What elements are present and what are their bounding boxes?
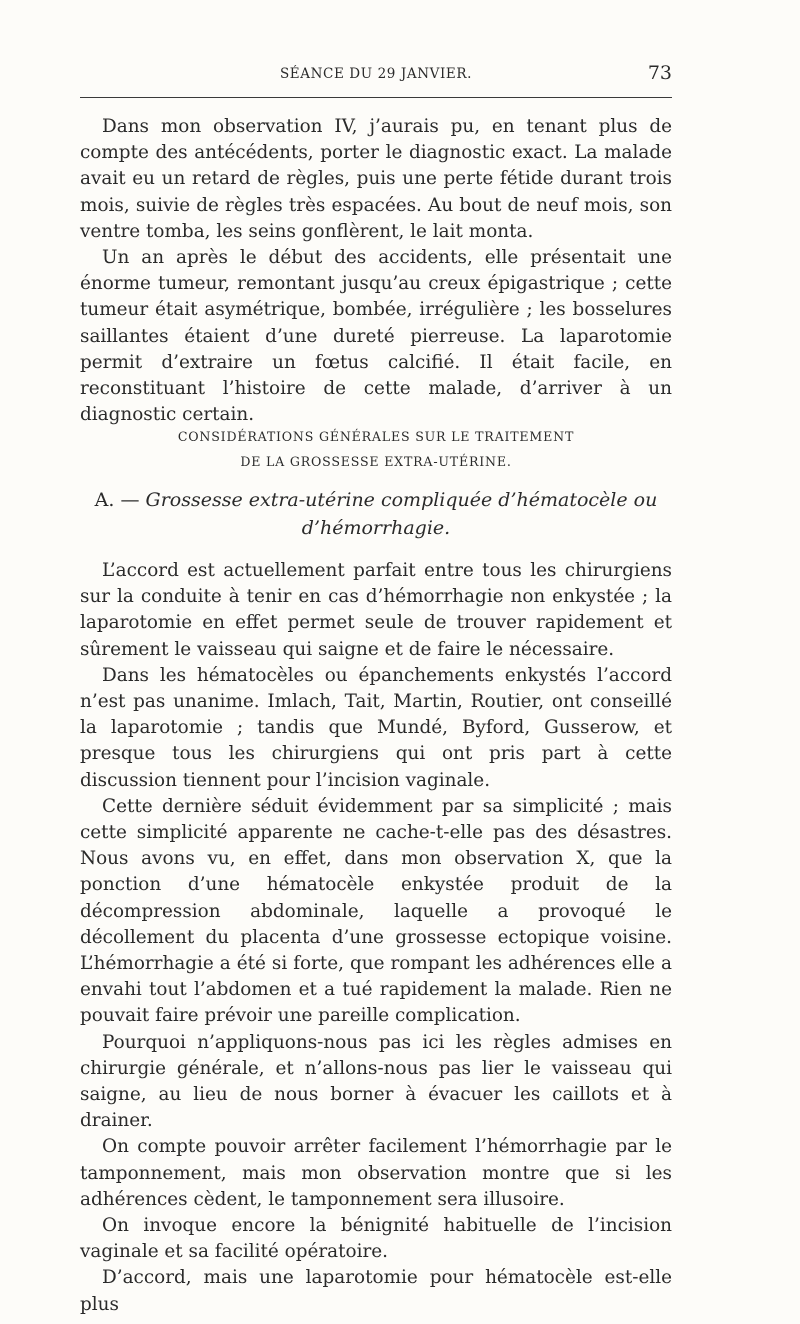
paragraph: D’accord, mais une laparotomie pour hématocèle est-elle plus	[80, 1267, 672, 1315]
paragraph: L’accord est actuellement parfait entre tous les chirurgiens sur la conduite à tenir en cas d’hémorrhagie non enkystée ; la laparotomie en effet permet seule de trouver rapidement et sûrement le vaisseau qui saigne et de faire le nécessaire.	[80, 560, 672, 660]
paragraph: On compte pouvoir arrêter facilement l’hémorrhagie par le tamponnement, mais mon observation montre que si les adhérences cèdent, le tamponnement sera illusoire.	[80, 1136, 672, 1210]
main-text-block	[80, 558, 672, 1318]
page-header	[80, 62, 672, 86]
subsection-heading	[80, 486, 672, 542]
section-heading	[80, 424, 672, 474]
paragraph: Pourquoi n’appliquons-nous pas ici les règles admises en chirurgie générale, et n’allons-nous pas lier le vaisseau qui saigne, au lieu de nous borner à évacuer les caillots et à drainer.	[80, 1031, 672, 1132]
paragraph: Un an après le début des accidents, elle présentait une énorme tumeur, remontant jusqu’au creux épigastrique ; cette tumeur était asymétrique, bombée, irrégulière ; les bosselures saillantes étaient d’une dureté pierreuse. La laparotomie permit d’extraire un fœtus calcifié. Il était facile, en reconstituant l’histoire de cette malade, d’arriver à un diagnostic certain.	[80, 247, 672, 426]
section-heading-line-2: DE LA GROSSESSE EXTRA-UTÉRINE.	[240, 454, 512, 469]
page-number: 73	[647, 62, 672, 84]
subsection-letter: A. —	[94, 489, 146, 511]
header-rule	[80, 97, 672, 98]
paragraph: Dans mon observation IV, j’aurais pu, en tenant plus de compte des antécédents, porter le diagnostic exact. La malade avait eu un retard de règles, puis une perte fétide durant trois mois, suivie de règles très espacées. Au bout de neuf mois, son ventre tomba, les seins gonflèrent, le lait monta.	[80, 116, 672, 242]
running-title: SÉANCE DU 29 JANVIER.	[279, 66, 473, 82]
subsection-title-line-1: Grossesse extra-utérine compliquée d’hématocèle ou	[145, 489, 658, 511]
subsection-title-line-2: d’hémorrhagie.	[301, 517, 451, 539]
section-heading-line-1: CONSIDÉRATIONS GÉNÉRALES SUR LE TRAITEMENT	[177, 429, 575, 444]
intro-text-block	[80, 114, 672, 428]
paragraph: On invoque encore la bénignité habituelle de l’incision vaginale et sa facilité opératoire.	[80, 1215, 672, 1263]
paragraph: Dans les hématocèles ou épanchements enkystés l’accord n’est pas unanime. Imlach, Tait, Martin, Routier, ont conseillé la laparotomie ; tandis que Mundé, Byford, Gusserow, et presque tous les chirurgiens qui ont pris part à cette discussion tiennent pour l’incision vaginale.	[80, 664, 672, 791]
paragraph: Cette dernière séduit évidemment par sa simplicité ; mais cette simplicité apparente ne cache-t-elle pas des désastres. Nous avons vu, en effet, dans mon observation X, que la ponction d’une hématocèle enkystée produit de la décompression abdominale, laquelle a provoqué le décollement du placenta d’une grossesse ectopique voisine. L’hémorrhagie a été si forte, que rompant les adhérences elle a envahi tout l’abdomen et a tué rapidement la malade. Rien ne pouvait faire prévoir une pareille complication.	[80, 795, 672, 1027]
